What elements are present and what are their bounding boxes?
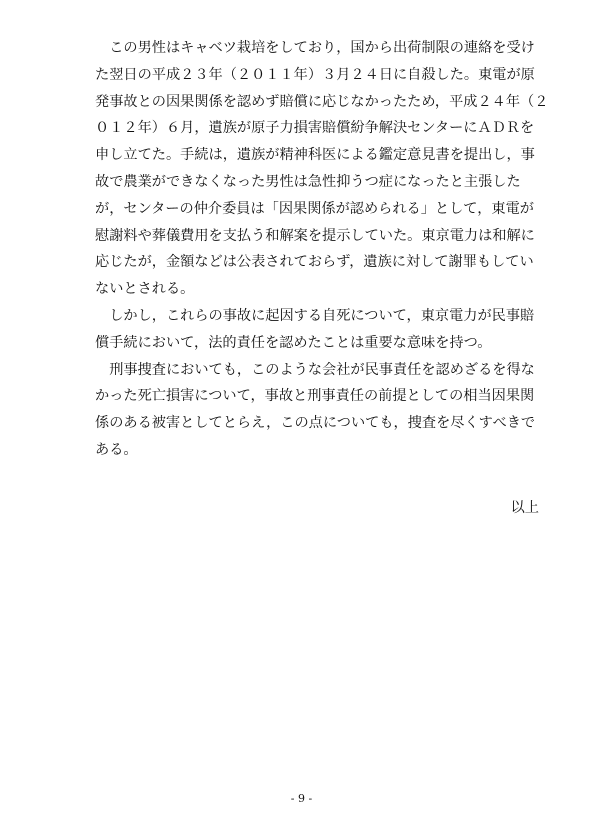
text-line: 故で農業ができなくなった男性は急性抑うつ症になったと主張した [95, 173, 521, 190]
text-line: 応じたが，金額などは公表されておらず，遺族に対して謝罪もしてい [95, 254, 534, 271]
text-line: 刑事捜査においても，このような会社が民事責任を認めざるを得な [95, 361, 535, 378]
text-line: 係のある被害としてとらえ，この点についても，捜査を尽くすべきで [95, 415, 536, 432]
text-line: ０１２年）６月，遺族が原子力損害賠償紛争解決センターにＡＤＲを [95, 120, 535, 137]
text-line: しかし，これらの事故に起因する自死について，東京電力が民事賠 [95, 307, 535, 324]
text-line: が，センターの仲介委員は「因果関係が認められる」として，東電が [95, 200, 534, 217]
text-line: ないとされる。 [95, 281, 195, 298]
text-line: 償手続において，法的責任を認めたことは重要な意味を持つ。 [95, 334, 492, 351]
text-line: この男性はキャベツ栽培をしており，国から出荷制限の連絡を受け [95, 40, 535, 56]
closing-remark: 以上 [510, 500, 539, 516]
text-line: 申し立てた。手続は，遺族が精神科医による鑑定意見書を提出し，事 [95, 147, 535, 164]
text-line: かった死亡損害について，事故と刑事責任の前提としての相当因果関 [95, 388, 535, 405]
page-number: - 9 - [290, 792, 313, 805]
body-text [95, 35, 549, 464]
text-line: 慰謝料や葬儀費用を支払う和解案を提示していた。東京電力は和解に [95, 227, 535, 244]
text-line: 発事故との因果関係を認めず賠償に応じなかったため，平成２４年（２ [95, 93, 549, 110]
text-line: た翌日の平成２３年（２０１１年）３月２４日に自殺した。東電が原 [95, 66, 535, 83]
text-line: ある。 [95, 441, 138, 458]
